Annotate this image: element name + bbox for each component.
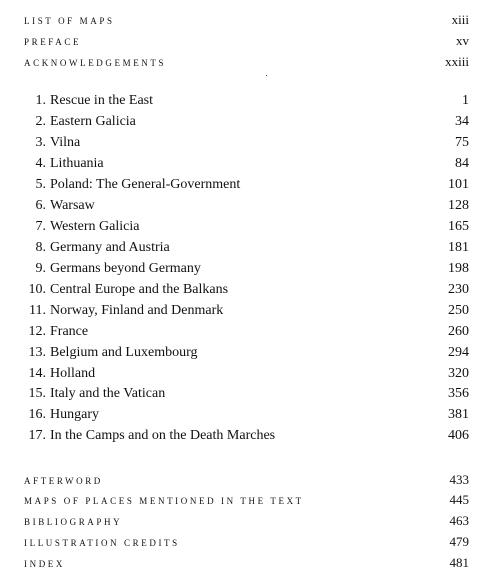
toc-chapter-page: 34 — [455, 114, 469, 129]
toc-chapter-label — [24, 261, 201, 277]
toc-chapter-page: 84 — [455, 156, 469, 171]
toc-chapter-page: 381 — [448, 407, 469, 422]
toc-chapter-title: In the Camps and on the Death Marches — [50, 428, 276, 443]
toc-chapter-page: 260 — [448, 324, 469, 339]
toc-entry-index[interactable] — [24, 555, 469, 571]
toc-chapter-label — [24, 282, 228, 298]
toc-chapter-page: 1 — [462, 93, 469, 108]
toc-entry-page: 445 — [449, 492, 469, 507]
toc-chapter-2[interactable] — [24, 114, 469, 130]
toc-chapter-number: 11. — [29, 303, 46, 318]
toc-entry-label: INDEX — [24, 559, 65, 569]
toc-entry-label: ACKNOWLEDGEMENTS — [24, 58, 167, 68]
toc-entry-page: 481 — [449, 555, 469, 570]
toc-chapter-title: Warsaw — [50, 198, 95, 213]
toc-chapter-title: Vilna — [50, 135, 81, 150]
toc-chapter-number: 5. — [35, 177, 46, 192]
toc-chapter-number: 13. — [28, 345, 46, 360]
toc-chapter-6[interactable] — [24, 198, 469, 214]
toc-chapter-number: 12. — [28, 324, 46, 339]
toc-chapter-label — [24, 219, 139, 235]
toc-chapter-title: Hungary — [50, 407, 99, 422]
toc-chapter-page: 320 — [448, 366, 469, 381]
toc-chapter-number: 17. — [28, 428, 46, 443]
toc-chapter-label — [24, 198, 95, 214]
toc-chapter-number: 6. — [35, 198, 46, 213]
toc-entry-list-of-maps[interactable] — [24, 12, 469, 28]
toc-entry-maps-of-places[interactable] — [24, 492, 469, 508]
toc-entry-preface[interactable] — [24, 33, 469, 49]
toc-chapter-number: 10. — [28, 282, 46, 297]
toc-chapter-page: 181 — [448, 240, 469, 255]
toc-chapter-3[interactable] — [24, 135, 469, 151]
toc-entry-page: 479 — [449, 534, 469, 549]
toc-chapter-number: 16. — [28, 407, 46, 422]
toc-chapter-label — [24, 345, 198, 361]
toc-chapter-label — [24, 177, 240, 193]
toc-chapter-page: 75 — [455, 135, 469, 150]
toc-entry-page: xiii — [451, 12, 469, 27]
toc-chapter-number: 1. — [35, 93, 46, 108]
toc-chapter-13[interactable] — [24, 345, 469, 361]
toc-entry-label: LIST OF MAPS — [24, 16, 115, 26]
toc-entry-page: xxiii — [445, 54, 469, 69]
toc-chapter-page: 165 — [448, 219, 469, 234]
toc-entry-acknowledgements[interactable] — [24, 54, 469, 70]
toc-entry-label: ILLUSTRATION CREDITS — [24, 538, 180, 548]
toc-chapter-number: 2. — [35, 114, 46, 129]
toc-chapter-title: Holland — [50, 366, 96, 381]
toc-chapter-title: Lithuania — [50, 156, 104, 171]
toc-chapter-number: 14. — [28, 366, 46, 381]
toc-chapter-page: 198 — [448, 261, 469, 276]
toc-chapter-title: Central Europe and the Balkans — [50, 282, 229, 297]
toc-chapter-label — [24, 324, 88, 340]
toc-entry-label: MAPS OF PLACES MENTIONED IN THE TEXT — [24, 496, 304, 506]
toc-entry-label: BIBLIOGRAPHY — [24, 517, 123, 527]
toc-chapter-4[interactable] — [24, 156, 469, 172]
toc-chapter-14[interactable] — [24, 366, 469, 382]
toc-chapter-label — [24, 303, 223, 319]
toc-chapter-label — [24, 93, 153, 109]
toc-entry-afterword[interactable] — [24, 472, 469, 488]
toc-chapter-17[interactable] — [24, 428, 469, 444]
toc-chapter-title: Germany and Austria — [50, 240, 170, 255]
toc-chapter-page: 294 — [448, 345, 469, 360]
toc-entry-page: xv — [456, 33, 469, 48]
toc-chapter-label — [24, 407, 99, 423]
toc-chapter-label — [24, 240, 170, 256]
toc-chapter-label — [24, 428, 275, 444]
toc-chapter-label — [24, 386, 165, 402]
toc-chapter-label — [24, 156, 104, 172]
toc-chapter-page: 101 — [448, 177, 469, 192]
toc-chapter-label — [24, 366, 95, 382]
toc-chapter-page: 250 — [448, 303, 469, 318]
toc-chapter-5[interactable] — [24, 177, 469, 193]
toc-chapter-number: 8. — [35, 240, 46, 255]
toc-chapter-number: 15. — [28, 386, 46, 401]
toc-chapter-title: Eastern Galicia — [50, 114, 136, 129]
toc-chapter-8[interactable] — [24, 240, 469, 256]
toc-chapter-title: Poland: The General-Government — [50, 177, 241, 192]
toc-entry-page: 433 — [449, 472, 469, 487]
toc-chapter-number: 4. — [35, 156, 46, 171]
toc-chapter-label — [24, 114, 136, 130]
stray-mark — [266, 75, 267, 76]
toc-chapter-15[interactable] — [24, 386, 469, 402]
toc-chapter-title: Rescue in the East — [50, 93, 154, 108]
toc-chapter-title: Germans beyond Germany — [50, 261, 201, 276]
toc-chapter-number: 9. — [35, 261, 46, 276]
toc-chapter-title: Italy and the Vatican — [50, 386, 166, 401]
toc-chapter-7[interactable] — [24, 219, 469, 235]
toc-chapter-9[interactable] — [24, 261, 469, 277]
toc-entry-label: PREFACE — [24, 37, 82, 47]
toc-entry-bibliography[interactable] — [24, 513, 469, 529]
toc-chapter-title: Belgium and Luxembourg — [50, 345, 198, 360]
toc-entry-label: AFTERWORD — [24, 476, 103, 486]
toc-chapter-title: Norway, Finland and Denmark — [50, 303, 224, 318]
toc-chapter-title: Western Galicia — [50, 219, 140, 234]
toc-chapter-page: 128 — [448, 198, 469, 213]
toc-chapter-12[interactable] — [24, 324, 469, 340]
toc-chapter-page: 356 — [448, 386, 469, 401]
toc-chapter-1[interactable] — [24, 93, 469, 109]
toc-chapter-11[interactable] — [24, 303, 469, 319]
toc-chapter-number: 3. — [35, 135, 46, 150]
toc-chapter-10[interactable] — [24, 282, 469, 298]
toc-entry-page: 463 — [449, 513, 469, 528]
toc-chapter-page: 230 — [448, 282, 469, 297]
toc-chapter-label — [24, 135, 80, 151]
toc-entry-illustration-credits[interactable] — [24, 534, 469, 550]
toc-chapter-16[interactable] — [24, 407, 469, 423]
toc-chapter-page: 406 — [448, 428, 469, 443]
toc-chapter-title: France — [50, 324, 89, 339]
toc-chapter-number: 7. — [35, 219, 46, 234]
